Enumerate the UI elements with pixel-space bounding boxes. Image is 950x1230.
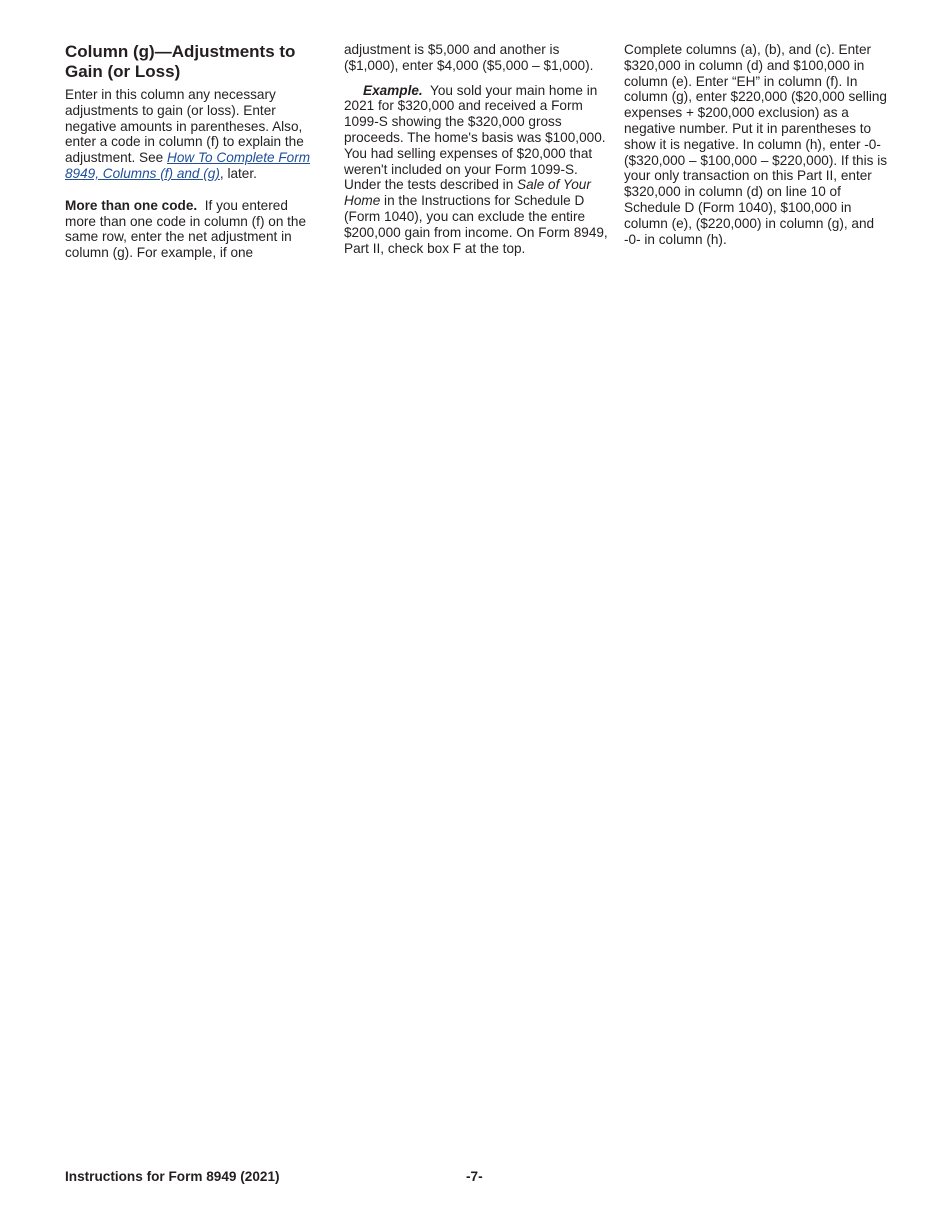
paragraph-example <box>344 83 612 257</box>
paragraph-tail: , later. <box>219 165 257 181</box>
paragraph-text: If you entered more than one code in column (f) on the same row, enter the net adjustment in column (g). For example, if one <box>65 197 307 261</box>
paragraph-adjustment-continued: adjustment is $5,000 and another is ($1,000), enter $4,000 ($5,000 – $1,000). <box>344 42 594 73</box>
link-how-to-complete-columns-f-g[interactable]: How To Complete Form 8949, Columns (f) and (g) <box>65 150 311 181</box>
section-heading: Column (g)—Adjustments to Gain (or Loss) <box>65 42 296 81</box>
paragraph-text: Enter in this column any necessary adjustments to gain (or loss). Enter negative amounts in parentheses. Also, enter a code in column (f) to explain the adjustment. See <box>65 87 304 166</box>
footer-page-number: -7- <box>466 1169 483 1184</box>
column-middle <box>344 42 612 256</box>
paragraph-adjustments <box>65 87 321 182</box>
paragraph-text: You sold your main home in 2021 for $320,000 and received a Form 1099-S showing the $320,000 gross proceeds. The home's basis was $100,000. You had selling expenses of $20,000 that weren't included on your Form 1099-S. Under the tests described in <box>344 82 606 193</box>
footer-document-title: Instructions for Form 8949 (2021) <box>65 1169 280 1184</box>
paragraph-more-than-one-code <box>65 198 321 261</box>
runin-heading-example: Example. <box>363 82 423 98</box>
column-right <box>624 42 894 247</box>
paragraph-text: in the Instructions for Schedule D (Form 1040), you can exclude the entire $200,000 gain from income. On Form 8949, Part II, check box F at the top. <box>344 193 608 256</box>
italic-reference-sale-of-your-home: Sale of Your Home <box>344 177 591 209</box>
runin-heading-more-than-one-code: More than one code. <box>65 197 198 213</box>
column-left <box>65 42 321 261</box>
paragraph-example-continued: Complete columns (a), (b), and (c). Enter $320,000 in column (d) and $100,000 in column (e). Enter “EH” in column (f). In column (g), enter $220,000 ($20,000 selling expenses + $200,000 exclusion) as a negative number. Put it in parentheses to show it is negative. In column (h), enter -0- ($320,000 – $100,000 – $220,000). If this is your only transaction on this Part II, enter $320,000 in column (d) on line 10 of Schedule D (Form 1040), $100,000 in column (e), ($220,000) in column (g), and -0- in column (h). <box>624 42 888 247</box>
